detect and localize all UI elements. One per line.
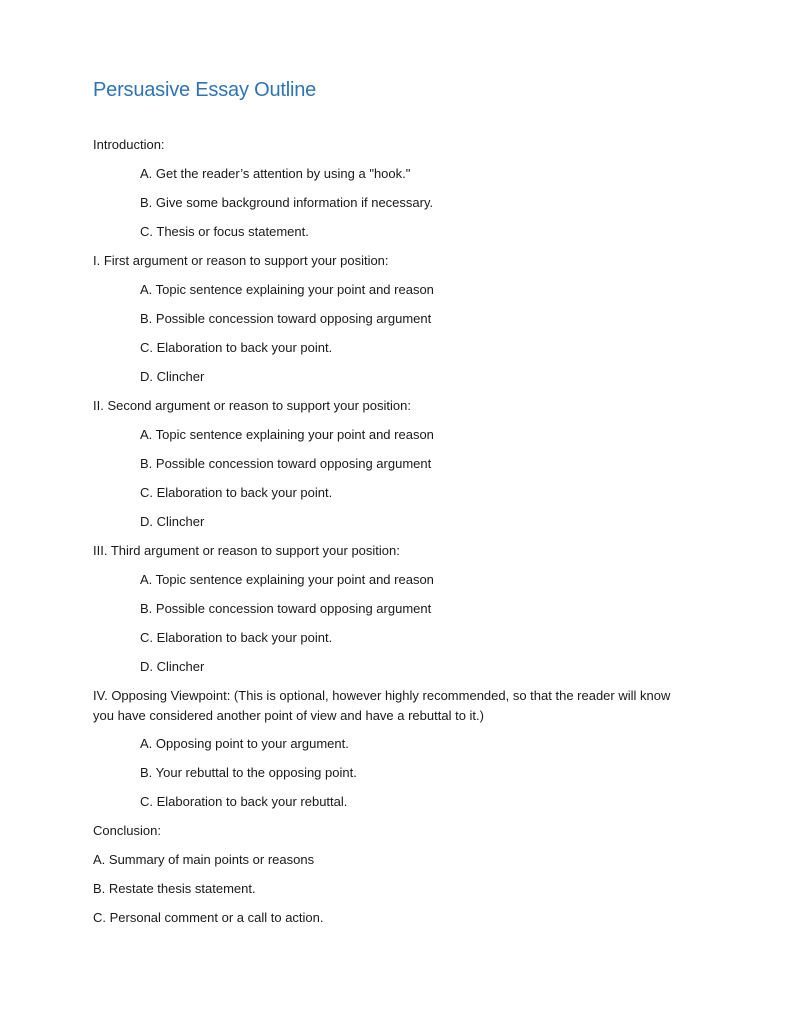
outline-item: D. Clincher xyxy=(140,369,205,384)
document-title: Persuasive Essay Outline xyxy=(93,79,317,101)
section-heading-introduction: Introduction: xyxy=(93,137,165,152)
outline-item: C. Thesis or focus statement. xyxy=(140,224,309,239)
outline-item: B. Possible concession toward opposing argument xyxy=(140,456,432,471)
section-heading-argument-2: II. Second argument or reason to support your position: xyxy=(93,398,411,413)
outline-item: D. Clincher xyxy=(140,514,205,529)
outline-item: C. Elaboration to back your rebuttal. xyxy=(140,794,348,809)
outline-item: B. Give some background information if necessary. xyxy=(140,195,434,210)
outline-item: A. Topic sentence explaining your point and reason xyxy=(140,572,434,587)
outline-item: B. Your rebuttal to the opposing point. xyxy=(140,765,357,780)
outline-item: A. Opposing point to your argument. xyxy=(140,736,349,751)
section-heading-opposing-viewpoint: IV. Opposing Viewpoint: (This is optional, however highly recommended, so that the reader will know you have considered another point of view and have a rebuttal to it.) xyxy=(93,688,671,723)
section-heading-conclusion: Conclusion: xyxy=(93,823,161,838)
section-heading-argument-1: I. First argument or reason to support your position: xyxy=(93,253,389,268)
outline-item: B. Possible concession toward opposing argument xyxy=(140,311,432,326)
section-heading-argument-3: III. Third argument or reason to support your position: xyxy=(93,543,400,558)
outline-item: D. Clincher xyxy=(140,659,205,674)
outline-item: C. Elaboration to back your point. xyxy=(140,340,333,355)
outline-item: B. Restate thesis statement. xyxy=(93,881,256,896)
outline-item: C. Personal comment or a call to action. xyxy=(93,910,324,925)
outline-item: C. Elaboration to back your point. xyxy=(140,485,333,500)
outline-item: A. Topic sentence explaining your point and reason xyxy=(140,427,434,442)
outline-item: B. Possible concession toward opposing argument xyxy=(140,601,432,616)
outline-item: C. Elaboration to back your point. xyxy=(140,630,333,645)
outline-item: A. Summary of main points or reasons xyxy=(93,852,315,867)
outline-item: A. Topic sentence explaining your point and reason xyxy=(140,282,434,297)
outline-item: A. Get the reader’s attention by using a "hook." xyxy=(140,166,411,181)
